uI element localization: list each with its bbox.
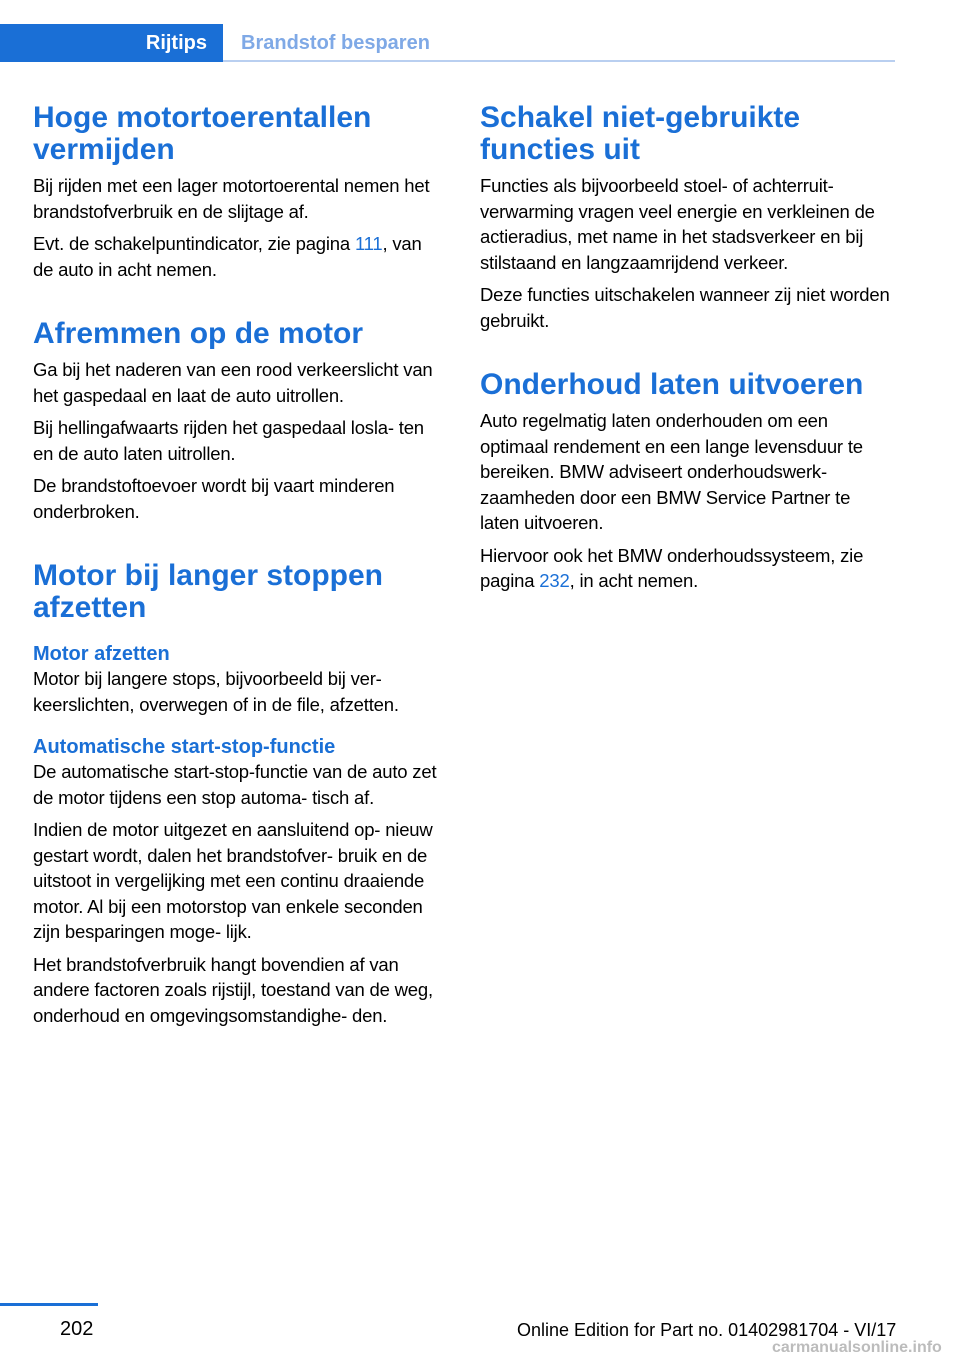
paragraph: De brandstoftoevoer wordt bij vaart minderen onderbroken. [33,475,395,522]
section-tab[interactable]: Brandstof besparen [241,32,430,54]
page-link-111[interactable]: 111 [354,233,383,254]
paragraph: Bij hellingafwaarts rijden het gaspedaal losla‐ ten en de auto laten uitrollen. [33,417,424,464]
heading-maintenance: Onderhoud laten uitvoeren [480,368,864,401]
paragraph: Bij rijden met een lager motortoerental nemen het brandstofverbruik en de slijtage af. [33,175,430,222]
page-link-232[interactable]: 232 [539,570,570,591]
paragraph: Hiervoor ook het BMW onderhoudssysteem, zie pagina 232, in acht nemen. [480,544,864,591]
heading-unused-functions: Schakel niet-gebruikte functies uit [480,101,801,166]
heading-engine-off: Motor bij langer stoppen afzetten [33,559,383,624]
left-column [33,102,443,1028]
chapter-tab[interactable]: Rijtips [0,24,223,62]
paragraph: Deze functies uitschakelen wanneer zij niet worden gebruikt. [480,284,890,331]
paragraph: Indien de motor uitgezet en aansluitend op‐ nieuw gestart wordt, dalen het brandstofver‐ bruik en de uitstoot in vergelijking met een continu draaiende motor. Al bij een motorstop van enkele seconden zijn besparingen moge‐ lijk. [33,819,433,942]
subheading-start-stop: Automatische start-stop-functie [33,736,336,758]
paragraph: Ga bij het naderen van een rood verkeerslicht van het gaspedaal en laat de auto uitrollen. [33,359,433,406]
subheading-engine-off: Motor afzetten [33,643,170,665]
edition-note: Online Edition for Part no. 01402981704 - VI/17 [517,1320,897,1340]
paragraph: De automatische start-stop-functie van de auto zet de motor tijdens een stop automa‐ tisch af. [33,761,437,808]
paragraph: Evt. de schakelpuntindicator, zie pagina 111, van de auto in acht nemen. [33,233,422,280]
paragraph: Motor bij langere stops, bijvoorbeeld bij ver‐ keerslichten, overwegen of in de file, afzetten. [33,668,399,715]
heading-engine-braking: Afremmen op de motor [33,317,364,350]
heading-high-rpm: Hoge motortoerentallen vermijden [33,101,372,166]
paragraph: Functies als bijvoorbeeld stoel- of achterruit‐ verwarming vragen veel energie en verkleinen de actieradius, met name in het stadsverkeer en bij stilstaand en langzaamrijdend verkeer. [480,175,875,273]
header-rule [223,60,895,62]
right-column [480,102,890,594]
footer-rule [0,1303,98,1306]
watermark: carmanualsonline.info [772,1339,942,1356]
paragraph: Het brandstofverbruik hangt bovendien af van andere factoren zoals rijstijl, toestand van de weg, onderhoud en omgevingsomstandighe‐ den. [33,953,433,1026]
page-number: 202 [60,1318,94,1340]
paragraph: Auto regelmatig laten onderhouden om een optimaal rendement en een lange levensduur te bereiken. BMW adviseert onderhoudswerk‐ zaamheden door een BMW Service Partner te laten uitvoeren. [480,410,863,533]
page-header [0,0,960,64]
